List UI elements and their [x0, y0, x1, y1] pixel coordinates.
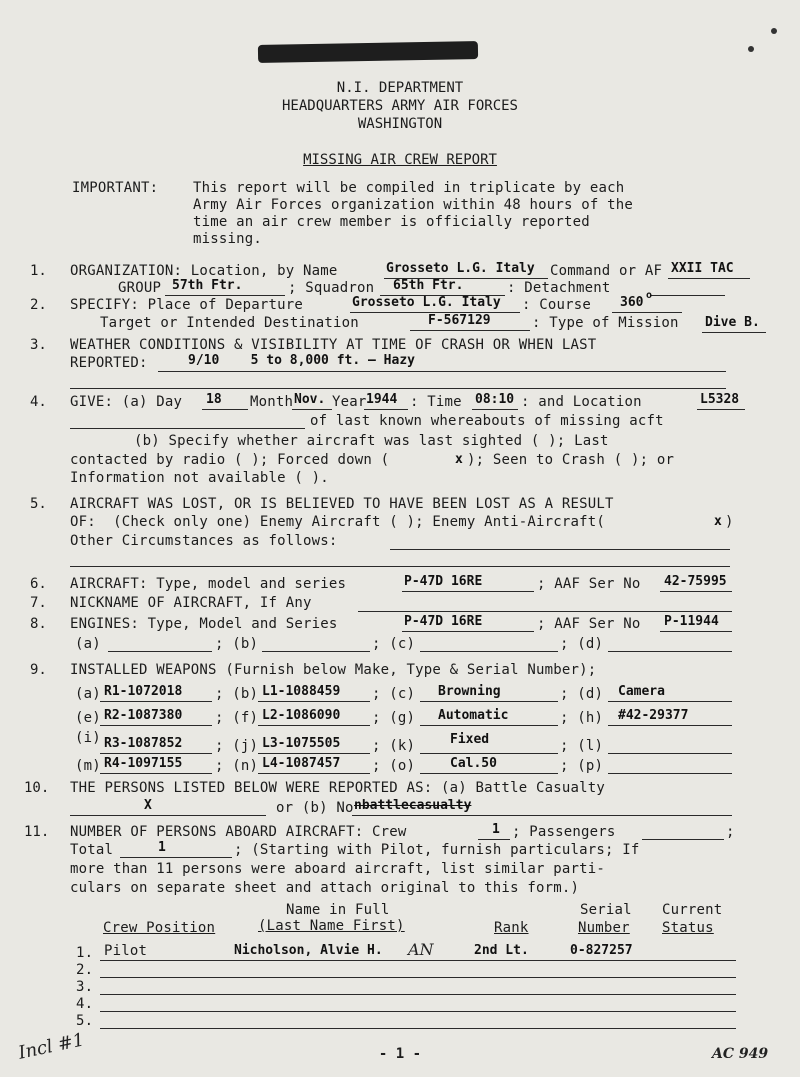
group-label: GROUP	[118, 280, 162, 296]
handwritten-note-left: Incl #1	[16, 1029, 87, 1064]
engine-c-label: ; (c)	[372, 636, 416, 652]
underline	[660, 591, 732, 592]
weapon-slot-label: (a)	[75, 686, 101, 702]
crew-row-number: 5.	[76, 1013, 94, 1029]
underline	[70, 388, 726, 389]
org-label: ORGANIZATION: Location, by Name	[70, 263, 338, 279]
underline	[258, 701, 370, 702]
weapon-slot-label: ; (n)	[215, 758, 259, 774]
page-number: - 1 -	[378, 1046, 422, 1062]
weapon-value: L4-1087457	[262, 756, 341, 771]
aircraft-type-value: P-47D 16RE	[404, 574, 483, 589]
underline	[410, 330, 530, 331]
underline	[697, 409, 745, 410]
weapon-value: Automatic	[438, 708, 509, 723]
redaction-bar	[258, 41, 478, 63]
header-name-line2: (Last Name First)	[258, 918, 405, 934]
item-number: 1.	[30, 263, 47, 279]
weapon-value: Cal.50	[450, 756, 497, 771]
crew-row-number: 1.	[76, 945, 94, 961]
underline	[100, 960, 736, 961]
anti-aircraft-mark: x	[714, 514, 722, 529]
underline	[202, 409, 248, 410]
weapon-slot-label: ; (k)	[372, 738, 416, 754]
lost-line: )	[725, 514, 734, 530]
give-line: (b) Specify whether aircraft was last sighted ( ); Last	[134, 433, 609, 449]
header-serial-line2: Number	[578, 920, 630, 936]
underline	[100, 773, 212, 774]
underline	[364, 409, 408, 410]
aboard-line: ; Passengers	[512, 824, 616, 840]
weapon-value: R4-1097155	[104, 756, 183, 771]
target-value: F-567129	[428, 313, 491, 328]
ink-spot	[748, 46, 754, 52]
item-number: 9.	[30, 662, 47, 678]
command-label: Command or AF	[550, 263, 663, 279]
underline	[642, 839, 724, 840]
battle-casualty-mark: X	[144, 798, 152, 813]
underline	[420, 753, 558, 754]
weapon-value: Camera	[618, 684, 665, 699]
give-label: GIVE: (a) Day	[70, 394, 183, 410]
weapon-slot-label: (i)	[75, 730, 101, 746]
crew-rank-value: 2nd Lt.	[474, 943, 529, 958]
engine-ser-label: ; AAF Ser No	[537, 616, 641, 632]
header-position: Crew Position	[103, 920, 216, 936]
underline	[258, 773, 370, 774]
header-serial-line1: Serial	[580, 902, 632, 918]
important-line: time an air crew member is officially reported	[193, 214, 590, 230]
org-location-value: Grosseto L.G. Italy	[386, 261, 535, 276]
item-number: 5.	[30, 496, 47, 512]
underline	[608, 725, 732, 726]
specify-label: SPECIFY: Place of Departure	[70, 297, 303, 313]
aboard-line: ; (Starting with Pilot, furnish particulars; If	[234, 842, 640, 858]
forced-down-mark: x	[455, 452, 463, 467]
squadron-value: 65th Ftr.	[393, 278, 464, 293]
underline	[420, 651, 558, 652]
important-line: missing.	[193, 231, 263, 247]
struck-text: nbattlecasualty	[354, 798, 472, 813]
underline	[100, 753, 212, 754]
course-degree: o	[646, 290, 653, 301]
mission-label: : Type of Mission	[532, 315, 679, 331]
course-value: 360	[620, 295, 644, 310]
crew-row-number: 3.	[76, 979, 94, 995]
underline	[100, 1028, 736, 1029]
weapon-value: R1-1072018	[104, 684, 183, 699]
underline	[608, 651, 732, 652]
underline	[472, 409, 518, 410]
departure-value: Grosseto L.G. Italy	[352, 295, 501, 310]
mission-value: Dive B.	[705, 315, 760, 330]
underline	[660, 631, 732, 632]
weapon-value: L1-1088459	[262, 684, 341, 699]
give-line: of last known whereabouts of missing acft	[310, 413, 664, 429]
handwritten-note-right: AC 949	[712, 1046, 769, 1062]
lost-line: AIRCRAFT WAS LOST, OR IS BELIEVED TO HAVE BEEN LOST AS A RESULT	[70, 496, 614, 512]
underline	[420, 725, 558, 726]
weapon-slot-label: ; (h)	[560, 710, 604, 726]
aboard-line: Total	[70, 842, 114, 858]
important-line: This report will be compiled in triplicate by each	[193, 180, 625, 196]
aboard-line: ;	[726, 824, 735, 840]
weapon-value: R3-1087852	[104, 736, 183, 751]
lost-line: Other Circumstances as follows:	[70, 533, 338, 549]
engines-label: ENGINES: Type, Model and Series	[70, 616, 338, 632]
item-number: 7.	[30, 595, 47, 611]
weapon-value: R2-1087380	[104, 708, 183, 723]
weapon-value: Fixed	[450, 732, 490, 747]
weapon-value: L2-1086090	[262, 708, 341, 723]
important-line: Army Air Forces organization within 48 hours of the	[193, 197, 634, 213]
weapon-slot-label: ; (f)	[215, 710, 259, 726]
item-number: 6.	[30, 576, 47, 592]
engine-b-label: ; (b)	[215, 636, 259, 652]
weapon-slot-label: (m)	[75, 758, 101, 774]
aboard-line: culars on separate sheet and attach original to this form.)	[70, 880, 580, 896]
weapon-slot-label: ; (d)	[560, 686, 604, 702]
weather-value: 9/10 5 to 8,000 ft. — Hazy	[188, 353, 415, 368]
aircraft-label: AIRCRAFT: Type, model and series	[70, 576, 347, 592]
initials-handwriting: AN	[408, 940, 434, 959]
underline	[402, 631, 534, 632]
header-status-line2: Status	[662, 920, 714, 936]
aboard-line: NUMBER OF PERSONS ABOARD AIRCRAFT: Crew	[70, 824, 407, 840]
give-line: contacted by radio ( ); Forced down (	[70, 452, 390, 468]
weather-reported-label: REPORTED:	[70, 355, 148, 371]
give-line: Information not available ( ).	[70, 470, 329, 486]
header-name-line1: Name in Full	[286, 902, 390, 918]
time-label: : Time	[410, 394, 462, 410]
weapon-slot-label: (e)	[75, 710, 101, 726]
underline	[390, 549, 730, 550]
target-label: Target or Intended Destination	[100, 315, 359, 331]
engine-a-label: (a)	[75, 636, 101, 652]
weapon-slot-label: ; (p)	[560, 758, 604, 774]
underline	[478, 839, 510, 840]
underline	[70, 428, 305, 429]
underline	[258, 753, 370, 754]
crew-position-value: Pilot	[104, 943, 148, 959]
persons-line: THE PERSONS LISTED BELOW WERE REPORTED AS: (a) Battle Casualty	[70, 780, 605, 796]
weapon-value: #42-29377	[618, 708, 689, 723]
crew-row-number: 4.	[76, 996, 94, 1012]
underline	[612, 312, 682, 313]
underline	[100, 701, 212, 702]
header-status-line1: Current	[662, 902, 723, 918]
item-number: 3.	[30, 337, 47, 353]
crew-serial-value: 0-827257	[570, 943, 633, 958]
underline	[650, 295, 725, 296]
aircraft-ser-label: ; AAF Ser No	[537, 576, 641, 592]
item-number: 2.	[30, 297, 47, 313]
underline	[402, 591, 534, 592]
underline	[608, 753, 732, 754]
location-value: L5328	[700, 392, 740, 407]
time-value: 08:10	[475, 392, 515, 407]
underline	[108, 651, 212, 652]
underline	[100, 977, 736, 978]
underline	[100, 725, 212, 726]
location-label: : and Location	[521, 394, 642, 410]
underline	[262, 651, 370, 652]
underline	[608, 701, 732, 702]
underline	[420, 701, 558, 702]
crew-row-number: 2.	[76, 962, 94, 978]
hq-name: HEADQUARTERS ARMY AIR FORCES	[281, 98, 518, 114]
underline	[70, 815, 266, 816]
underline	[292, 409, 332, 410]
underline	[702, 332, 766, 333]
department-name: N.I. DEPARTMENT	[336, 80, 464, 96]
weapon-value: L3-1075505	[262, 736, 341, 751]
lost-line: OF: (Check only one) Enemy Aircraft ( ); Enemy Anti-Aircraft(	[70, 514, 605, 530]
underline	[420, 773, 558, 774]
squadron-label: ; Squadron	[288, 280, 375, 296]
year-value: 1944	[366, 392, 398, 407]
engine-d-label: ; (d)	[560, 636, 604, 652]
item-number: 10.	[24, 780, 50, 796]
weapon-value: Browning	[438, 684, 501, 699]
underline	[352, 815, 732, 816]
weapons-label: INSTALLED WEAPONS (Furnish below Make, Type & Serial Number);	[70, 662, 597, 678]
underline	[358, 611, 732, 612]
month-label: Month	[250, 394, 294, 410]
group-value: 57th Ftr.	[172, 278, 243, 293]
weather-line: WEATHER CONDITIONS & VISIBILITY AT TIME OF CRASH OR WHEN LAST	[70, 337, 597, 353]
command-value: XXII TAC	[671, 261, 734, 276]
header-rank: Rank	[494, 920, 529, 936]
weapon-slot-label: ; (l)	[560, 738, 604, 754]
underline	[100, 994, 736, 995]
weapon-slot-label: ; (o)	[372, 758, 416, 774]
underline	[100, 1011, 736, 1012]
important-label: IMPORTANT:	[72, 180, 159, 196]
underline	[668, 278, 750, 279]
item-number: 8.	[30, 616, 47, 632]
aboard-line: more than 11 persons were aboard aircraft, list similar parti-	[70, 861, 605, 877]
persons-line: or (b) No	[276, 800, 354, 816]
weapon-slot-label: ; (b)	[215, 686, 259, 702]
aircraft-ser-value: 42-75995	[664, 574, 727, 589]
ink-spot	[771, 28, 777, 34]
weapon-slot-label: ; (j)	[215, 738, 259, 754]
underline	[120, 857, 232, 858]
engine-type-value: P-47D 16RE	[404, 614, 483, 629]
item-number: 4.	[30, 394, 47, 410]
weapon-slot-label: ; (c)	[372, 686, 416, 702]
underline	[70, 566, 730, 567]
underline	[158, 371, 726, 372]
city-name: WASHINGTON	[357, 116, 443, 132]
crew-count: 1	[492, 822, 500, 837]
detachment-label: : Detachment	[507, 280, 611, 296]
underline	[258, 725, 370, 726]
underline	[165, 295, 285, 296]
underline	[608, 773, 732, 774]
crew-name-value: Nicholson, Alvie H.	[234, 943, 383, 958]
page-title: MISSING AIR CREW REPORT	[303, 152, 497, 168]
day-value: 18	[206, 392, 222, 407]
course-label: : Course	[522, 297, 592, 313]
total-count: 1	[158, 840, 166, 855]
nickname-label: NICKNAME OF AIRCRAFT, If Any	[70, 595, 312, 611]
engine-ser-value: P-11944	[664, 614, 719, 629]
year-label: Year	[332, 394, 367, 410]
month-value: Nov.	[294, 392, 326, 407]
give-line: ); Seen to Crash ( ); or	[467, 452, 675, 468]
item-number: 11.	[24, 824, 50, 840]
weapon-slot-label: ; (g)	[372, 710, 416, 726]
